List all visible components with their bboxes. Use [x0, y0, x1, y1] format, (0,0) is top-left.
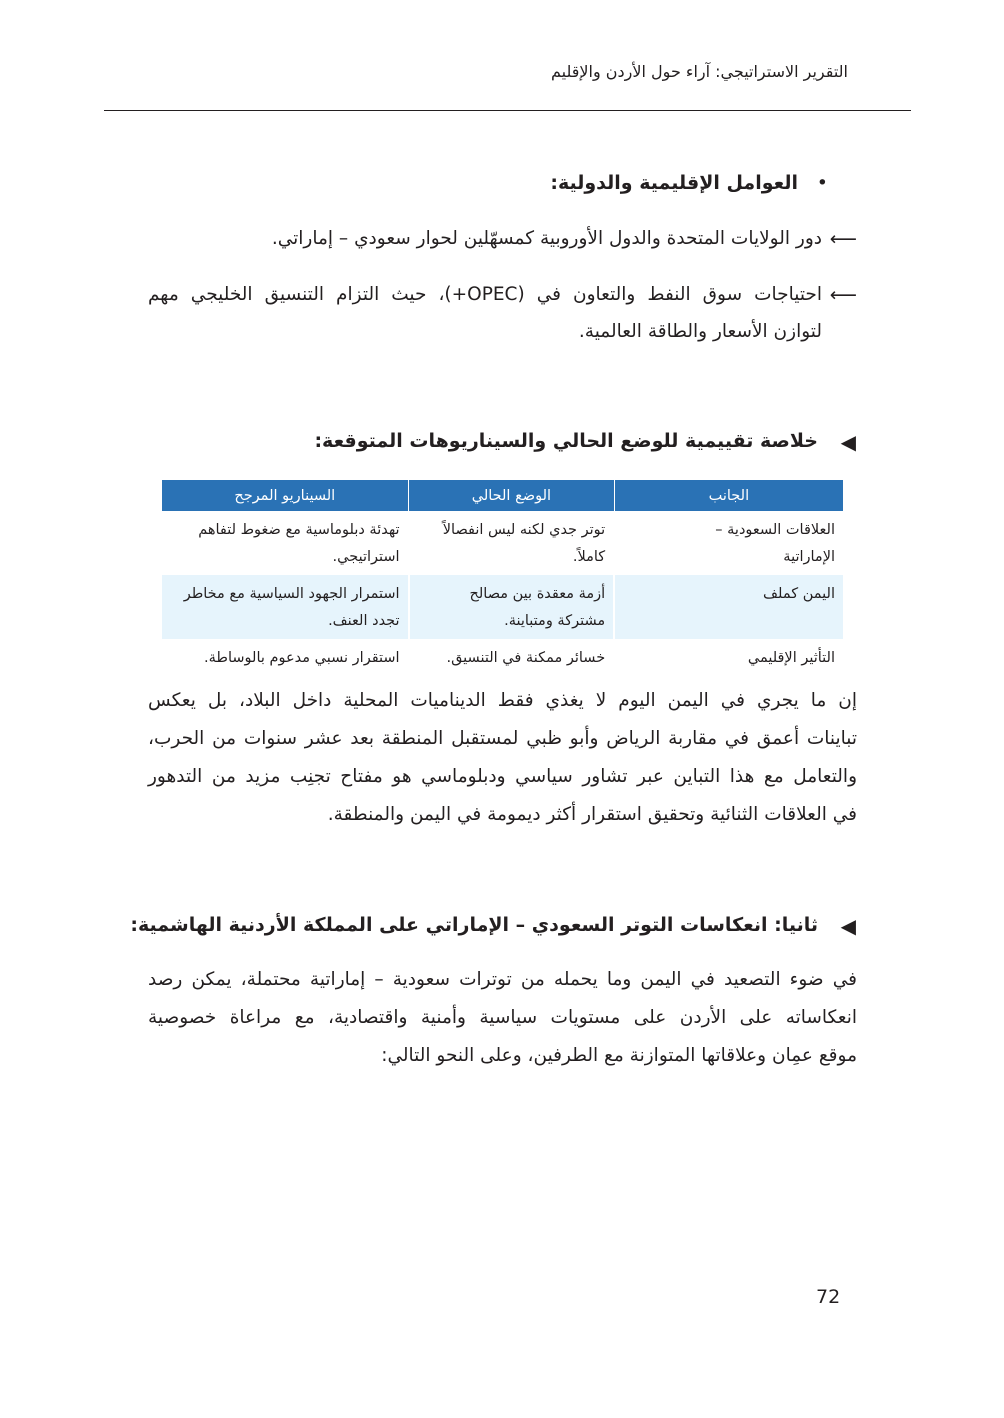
arrow-item-line: دور الولايات المتحدة والدول الأوروبية كمسهّلين لحوار سعودي – إماراتي. [271, 228, 822, 249]
section-heading: ثانيا: انعكاسات التوتر السعودي – الإماراتي على المملكة الأردنية الهاشمية: [130, 914, 818, 936]
column-header: السيناريو المرجح [161, 480, 409, 511]
paragraph-line: والتعامل مع هذا التباين عبر تشاور سياسي ودبلوماسي هو مفتاح تجنِب مزيد من التدهور [148, 766, 857, 787]
paragraph-line: تباينات أعمق في مقاربة الرياض وأبو ظبي لمستقبل المنطقة بعد عشر سنوات من الحرب، [148, 728, 857, 749]
table-cell: خسائر ممكنة في التنسيق. [409, 639, 615, 676]
bullet-heading: العوامل الإقليمية والدولية: [550, 172, 798, 194]
arrow-icon: ⟵ [829, 228, 857, 250]
table-cell: توتر جدي لكنه ليس انفصالاً كاملاً. [409, 511, 615, 575]
table-cell: اليمن كملف [614, 575, 843, 639]
triangle-marker-icon: ◀ [840, 430, 856, 454]
table-header-row [161, 480, 843, 511]
table-cell: العلاقات السعودية – الإماراتية [614, 511, 843, 575]
table-row [161, 639, 843, 676]
bullet-icon: • [816, 172, 828, 194]
paragraph-line: انعكاساته على الأردن على مستويات سياسية وأمنية واقتصادية، مع مراعاة خصوصية [148, 1007, 857, 1028]
table-cell: استقرار نسبي مدعوم بالوساطة. [161, 639, 409, 676]
triangle-marker-icon: ◀ [840, 914, 856, 938]
header-rule [104, 110, 911, 111]
table-cell: التأثير الإقليمي [614, 639, 843, 676]
running-header: التقرير الاستراتيجي: آراء حول الأردن والإقليم [550, 62, 848, 81]
table-cell: أزمة معقدة بين مصالح مشتركة ومتباينة. [409, 575, 615, 639]
table-row [161, 511, 843, 575]
arrow-item-line: احتياجات سوق النفط والتعاون في (OPEC+)، حيث التزام التنسيق الخليجي مهم [148, 284, 822, 305]
table-cell: تهدئة دبلوماسية مع ضغوط لتفاهم استراتيجي. [161, 511, 409, 575]
arrow-item-line: لتوازن الأسعار والطاقة العالمية. [578, 321, 822, 342]
summary-table [160, 480, 843, 676]
paragraph-line: في العلاقات الثنائية وتحقيق استقرار أكثر ديمومة في اليمن والمنطقة. [327, 804, 857, 825]
arrow-icon: ⟵ [829, 284, 857, 306]
column-header: الوضع الحالي [409, 480, 615, 511]
paragraph-line: إن ما يجري في اليمن اليوم لا يغذي فقط الديناميات المحلية داخل البلاد، بل يعكس [148, 690, 857, 711]
table-cell: استمرار الجهود السياسية مع مخاطر تجدد العنف. [161, 575, 409, 639]
summary-heading: خلاصة تقييمية للوضع الحالي والسيناريوهات المتوقعة: [314, 430, 818, 452]
column-header: الجانب [614, 480, 843, 511]
paragraph-line: في ضوء التصعيد في اليمن وما يحمله من توترات سعودية – إماراتية محتملة، يمكن رصد [148, 969, 857, 990]
paragraph-line: موقع عمِان وعلاقاتها المتوازنة مع الطرفين، وعلى النحو التالي: [381, 1045, 857, 1066]
page-number: 72 [816, 1286, 841, 1308]
table-row [161, 575, 843, 639]
